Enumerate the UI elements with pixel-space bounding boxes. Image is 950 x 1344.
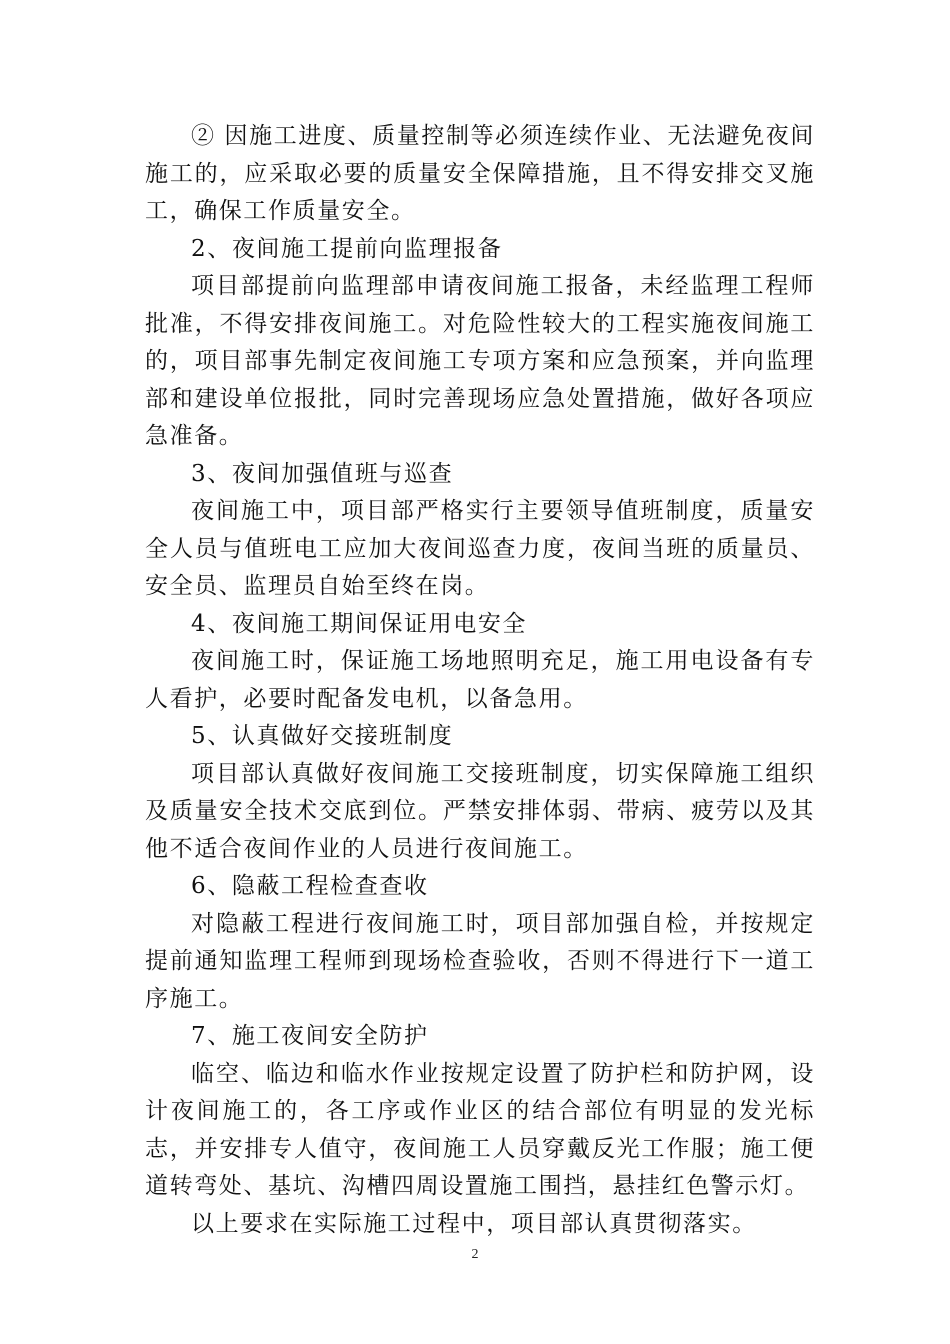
paragraph-conclusion: 以上要求在实际施工过程中，项目部认真贯彻落实。 [191,1210,757,1237]
paragraph-night-work-measures: ② 因施工进度、质量控制等必须连续作业、无法避免夜间施工的，应采取必要的质量安全保障措施，且不得安排交叉施工，确保工作质量安全。 [145,123,815,224]
paragraph-supervision-report: 项目部提前向监理部申请夜间施工报备，未经监理工程师批准，不得安排夜间施工。对危险性较大的工程实施夜间施工的，项目部事先制定夜间施工专项方案和应急预案，并向监理部和建设单位报批，同时完善现场应急处置措施，做好各项应急准备。 [145,273,815,449]
section-heading-2: 2、夜间施工提前向监理报备 [191,235,503,262]
section-heading-6: 6、隐蔽工程检查查收 [191,873,429,899]
paragraph-concealed-works: 对隐蔽工程进行夜间施工时，项目部加强自检，并按规定提前通知监理工程师到现场检查验收，否则不得进行下一道工序施工。 [145,910,815,1012]
section-heading-3: 3、夜间加强值班与巡查 [191,460,454,487]
paragraph-safety-protection: 临空、临边和临水作业按规定设置了防护栏和防护网，设计夜间施工的，各工序或作业区的结合部位有明显的发光标志，并安排专人值守，夜间施工人员穿戴反光工作服；施工便道转弯处、基坑、沟槽四周设置施工围挡，悬挂红色警示灯。 [145,1060,815,1199]
paragraph-duty-inspection: 夜间施工中，项目部严格实行主要领导值班制度，质量安全人员与值班电工应加大夜间巡查力度，夜间当班的质量员、安全员、监理员自始至终在岗。 [145,498,815,599]
section-heading-5: 5、认真做好交接班制度 [191,723,454,749]
section-heading-7: 7、施工夜间安全防护 [191,1023,429,1049]
paragraph-shift-handover: 项目部认真做好夜间施工交接班制度，切实保障施工组织及质量安全技术交底到位。严禁安排体弱、带病、疲劳以及其他不适合夜间作业的人员进行夜间施工。 [145,760,815,862]
section-heading-4: 4、夜间施工期间保证用电安全 [191,610,528,637]
document-body [145,118,815,1243]
page-number: 2 [471,1247,479,1262]
paragraph-electrical-safety: 夜间施工时，保证施工场地照明充足，施工用电设备有专人看护，必要时配备发电机，以备急用。 [145,648,815,712]
